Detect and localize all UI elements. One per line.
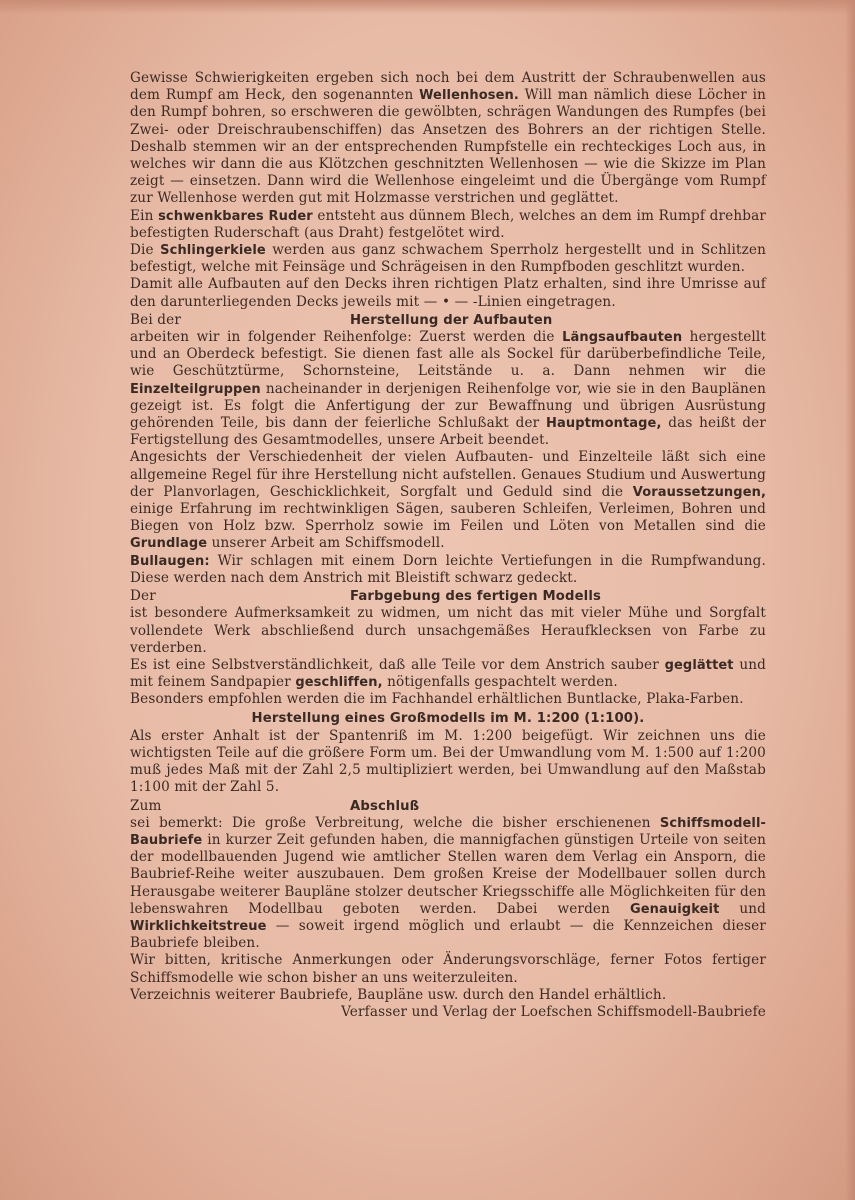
heading-lead: Zum [130,797,162,814]
paragraph-bitte: Wir bitten, kritische Anmerkungen oder Änderungsvorschläge, ferner Fotos fertiger Schiffsmodelle wie schon bisher an uns weiterzuleiten. [130,952,766,986]
keyword-ruder: schwenkbares Ruder [158,208,313,224]
heading-title: Abschluß [350,798,420,814]
paragraph-aufbauten-umrisse: Damit alle Aufbauten auf den Decks ihren richtigen Platz erhalten, sind ihre Umrisse auf den darunterliegenden Decks jeweils mit — • — -Linien eingetragen. [130,276,766,310]
paragraph-wellenhosen: Gewisse Schwierigkeiten ergeben sich noch bei dem Austritt der Schraubenwellen aus dem Rumpf am Heck, den sogenannten Wellenhosen. Will man nämlich diese Löcher in den Rumpf bohren, so erschweren die gewölbten, schrägen Wandungen des Rumpfes (bei Zwei- oder Dreischraubenschiffen) das Ansetzen des Bohrers an der richtigen Stelle. Deshalb stemmen wir an der entsprechenden Rumpfstelle ein rechteckiges Loch aus, in welches wir dann die aus Klötzchen geschnitzten Wellenhosen — wie die Skizze im Plan zeigt — einsetzen. Dann wird die Wellenhose eingeleimt und die Übergänge vom Rumpf zur Wellenhose werden gut mit Holzmasse verstrichen und geglättet. [130,70,766,207]
page-edge-shadow-top [0,0,855,14]
paragraph-spantenriss: Als erster Anhalt ist der Spantenriß im M. 1:200 beigefügt. Wir zeichnen uns die wichtigsten Teile auf die größere Form um. Bei der Umwandlung vom M. 1:500 auf 1:200 muß jedes Maß mit der Zahl 2,5 multipliziert werden, bei Umwandlung auf den Maßstab 1:100 mit der Zahl 5. [130,727,766,796]
heading-farbgebung [130,588,766,605]
heading-herstellung-aufbauten [130,312,766,329]
keyword-baubriefe: Schiffsmodell-Baubriefe [130,815,766,848]
paragraph-reihenfolge: arbeiten wir in folgender Reihenfolge: Zuerst werden die Längsaufbauten hergestellt und an Oberdeck befestigt. Sie dienen fast alle als Sockel für darüberbefindliche Teile, wie Geschütztürme, Schornsteine, Leitstände u. a. Dann nehmen wir die Einzelteilgruppen nacheinander in derjenigen Reihenfolge vor, wie sie in den Bauplänen gezeigt ist. Es folgt die Anfertigung der zur Bewaffnung und übrigen Ausrüstung gehörenden Teile, bis dann der feierliche Schlußakt der Hauptmontage, das heißt der Fertigstellung des Gesamtmodelles, unsere Arbeit beendet. [130,329,767,449]
heading-abschluss [130,798,766,815]
keyword-bullaugen: Bullaugen: [130,553,210,569]
keyword-einzelteilgruppen: Einzelteilgruppen [130,381,261,397]
paragraph-buntlacke: Besonders empfohlen werden die im Fachhandel erhältlichen Buntlacke, Plaka-Farben. [130,691,744,708]
heading-title: Farbgebung des fertigen Modells [350,589,602,605]
keyword-laengsaufbauten: Längsaufbauten [562,330,683,346]
heading-title: Herstellung der Aufbauten [350,312,553,328]
signature-verlag: Verfasser und Verlag der Loefschen Schiffsmodell-Baubriefe [341,1003,766,1020]
heading-grossmodell: Herstellung eines Großmodells im M. 1:200 (1:100). [251,710,645,726]
paragraph-schlingerkiele: Die Schlingerkiele werden aus ganz schwachem Sperrholz hergestellt und in Schlitzen befestigt, welche mit Feinsäge und Schrägeisen in den Rumpfboden geschlitzt wurden. [130,242,766,276]
heading-lead: Bei der [130,311,181,328]
keyword-grundlage: Grundlage [130,536,208,552]
paragraph-verzeichnis: Verzeichnis weiterer Baubriefe, Baupläne usw. durch den Handel erhältlich. [130,986,667,1003]
keyword-genauigkeit: Genauigkeit [629,901,720,917]
paragraph-ruder: Ein schwenkbares Ruder entsteht aus dünnem Blech, welches an dem im Rumpf drehbar befestigten Ruderschaft (aus Draht) festgelötet wird. [130,207,766,241]
page-edge-shadow-right [845,0,855,1200]
paragraph-aufmerksamkeit: ist besondere Aufmerksamkeit zu widmen, um nicht das mit vieler Mühe und Sorgfalt vollendete Werk abschließend durch unsachgemäßes Heraufklecksen von Farbe zu verderben. [130,605,766,656]
paragraph-bullaugen: Bullaugen: Wir schlagen mit einem Dorn leichte Vertiefungen in die Rumpfwandung. Diese werden nach dem Anstrich mit Bleistift schwarz gedeckt. [130,552,766,586]
body-text [130,70,766,1021]
keyword-voraussetzungen: Voraussetzungen, [632,484,766,500]
keyword-geschliffen: geschliffen, [295,675,383,691]
paragraph-voraussetzungen: Angesichts der Verschiedenheit der vielen Aufbauten- und Einzelteile läßt sich eine allgemeine Regel für ihre Herstellung nicht aufstellen. Genaues Studium und Auswertung der Planvorlagen, Geschicklichkeit, Sorgfalt und Geduld sind die Voraussetzungen, einige Erfahrung im rechtwinkligen Sägen, sauberen Schleifen, Verleimen, Bohren und Biegen von Holz bzw. Sperrholz sowie im Feilen und Löten von Metallen sind die Grundlage unserer Arbeit am Schiffsmodell. [130,449,766,552]
paragraph-verbreitung: sei bemerkt: Die große Verbreitung, welche die bisher erschienenen Schiffsmodell-Baubriefe in kurzer Zeit gefunden haben, die mannigfachen günstigen Urteile von seiten der modellbauenden Jugend wie amtlicher Stellen waren dem Verlag ein Ansporn, die Baubrief-Reihe weiter auszubauen. Dem großen Kreise der Modellbauer sollen durch Herausgabe weiterer Baupläne stolzer deutscher Kriegsschiffe alle Möglichkeiten für den lebenswahren Modellbau geboten werden. Dabei werden Genauigkeit und Wirklichkeitstreue — soweit irgend möglich und erlaubt — die Kennzeichen dieser Baubriefe bleiben. [130,814,766,952]
keyword-wellenhosen: Wellenhosen. [419,88,519,104]
heading-lead: Der [130,588,156,605]
keyword-hauptmontage: Hauptmontage, [546,416,662,432]
keyword-geglaettet: geglättet [664,657,734,673]
keyword-schlingerkiele: Schlingerkiele [160,243,266,259]
paragraph-glaetten: Es ist eine Selbstverständlichkeit, daß alle Teile vor dem Anstrich sauber geglättet und mit feinem Sandpapier geschliffen, nötigenfalls gespachtelt werden. [130,656,766,691]
keyword-wirklichkeitstreue: Wirklichkeitstreue [130,918,267,934]
